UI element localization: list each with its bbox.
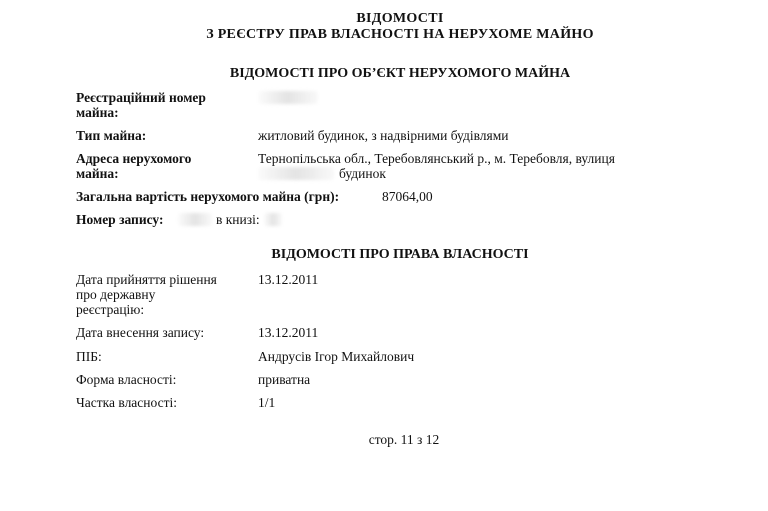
document-title: ВІДОМОСТІ (356, 11, 444, 26)
total-value: 87064,00 (382, 189, 433, 204)
page-number: стор. 11 з 12 (368, 432, 440, 447)
ownership-share-label: Частка власності: (76, 395, 177, 410)
property-type-label: Тип майна: (76, 128, 147, 143)
address-value-line1: Тернопільська обл., Теребовлянський р., м. Теребовля, вулиця (258, 151, 615, 166)
record-number-label: Номер запису: (76, 212, 164, 227)
reg-number-label-line1: Реєстраційний номер (76, 90, 206, 105)
reg-number-label-line2: майна: (76, 105, 119, 120)
document-subtitle: З РЕЄСТРУ ПРАВ ВЛАСНОСТІ НА НЕРУХОМЕ МАЙНО (206, 27, 594, 42)
total-value-label: Загальна вартість нерухомого майна (грн): (76, 189, 340, 204)
decision-date-value: 13.12.2011 (258, 272, 319, 287)
rights-section-heading: ВІДОМОСТІ ПРО ПРАВА ВЛАСНОСТІ (271, 247, 529, 262)
decision-date-label-line2: про державну (76, 287, 156, 302)
record-book-label: в книзі: (216, 212, 260, 227)
owner-name-label: ПІБ: (76, 349, 102, 364)
ownership-share-value: 1/1 (258, 395, 276, 410)
address-value-line2: будинок (339, 166, 386, 181)
address-label-line2: майна: (76, 166, 119, 181)
redacted-record-number (178, 213, 212, 226)
property-type-value: житловий будинок, з надвірними будівлями (258, 128, 509, 143)
redacted-record-book (264, 213, 282, 226)
owner-name-value: Андрусів Ігор Михайлович (258, 349, 415, 364)
entry-date-value: 13.12.2011 (258, 325, 319, 340)
decision-date-label-line3: реєстрацію: (76, 302, 145, 317)
address-label-line1: Адреса нерухомого (76, 151, 192, 166)
decision-date-label-line1: Дата прийняття рішення (76, 272, 217, 287)
object-section-heading: ВІДОМОСТІ ПРО ОБ’ЄКТ НЕРУХОМОГО МАЙНА (229, 66, 571, 81)
ownership-form-value: приватна (258, 372, 311, 387)
entry-date-label: Дата внесення запису: (76, 325, 205, 340)
redacted-reg-number (258, 91, 318, 104)
redacted-street (258, 167, 334, 180)
ownership-form-label: Форма власності: (76, 372, 177, 387)
